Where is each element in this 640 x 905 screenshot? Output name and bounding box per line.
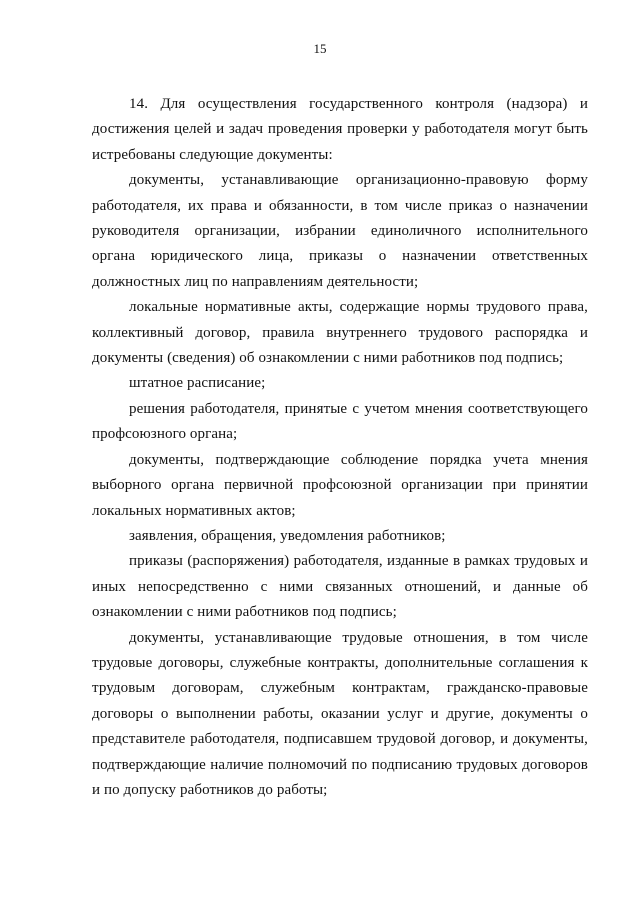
paragraph-labor-relations-documents: документы, устанавливающие трудовые отношения, в том числе трудовые договоры, служебные контракты, дополнительные соглашения к трудовым договорам, служебным контрактам, гражданско-правовые договоры о выполнении работы, оказании услуг и другие, документы о представителе работодателя, подписавшем трудовой договор, и документы, подтверждающие наличие полномочий по подписанию трудовых договоров и по допуску работников до работы; — [92, 629, 588, 798]
page-number: 15 — [313, 41, 327, 56]
paragraph-organizational-documents: документы, устанавливающие организационно-правовую форму работодателя, их права и обязанности, в том числе приказ о назначении руководителя организации, избрании единоличного исполнительного органа юридического лица, приказы о назначении ответственных должностных лиц по направлениям деятельности; — [92, 172, 588, 290]
paragraph-item-14-intro: 14. Для осуществления государственного контроля (надзора) и достижения целей и задач проведения проверки у работодателя могут быть истребованы следующие документы: — [92, 96, 588, 163]
document-body — [92, 92, 588, 803]
paragraph-employer-orders: приказы (распоряжения) работодателя, изданные в рамках трудовых и иных непосредственно с ними связанных отношений, и данные об ознакомлении с ними работников под подпись; — [92, 553, 588, 621]
paragraph-employer-decisions: решения работодателя, принятые с учетом мнения соответствующего профсоюзного органа; — [92, 400, 588, 443]
paragraph-union-opinion-documents: документы, подтверждающие соблюдение порядка учета мнения выборного органа первичной профсоюзной организации при принятии локальных нормативных актов; — [92, 451, 588, 519]
paragraph-local-normative-acts: локальные нормативные акты, содержащие нормы трудового права, коллективный договор, правила внутреннего трудового распорядка и документы (сведения) об ознакомлении с ними работников под подпись; — [92, 299, 588, 367]
paragraph-employee-applications: заявления, обращения, уведомления работников; — [129, 527, 446, 544]
paragraph-staff-schedule: штатное расписание; — [129, 375, 266, 392]
